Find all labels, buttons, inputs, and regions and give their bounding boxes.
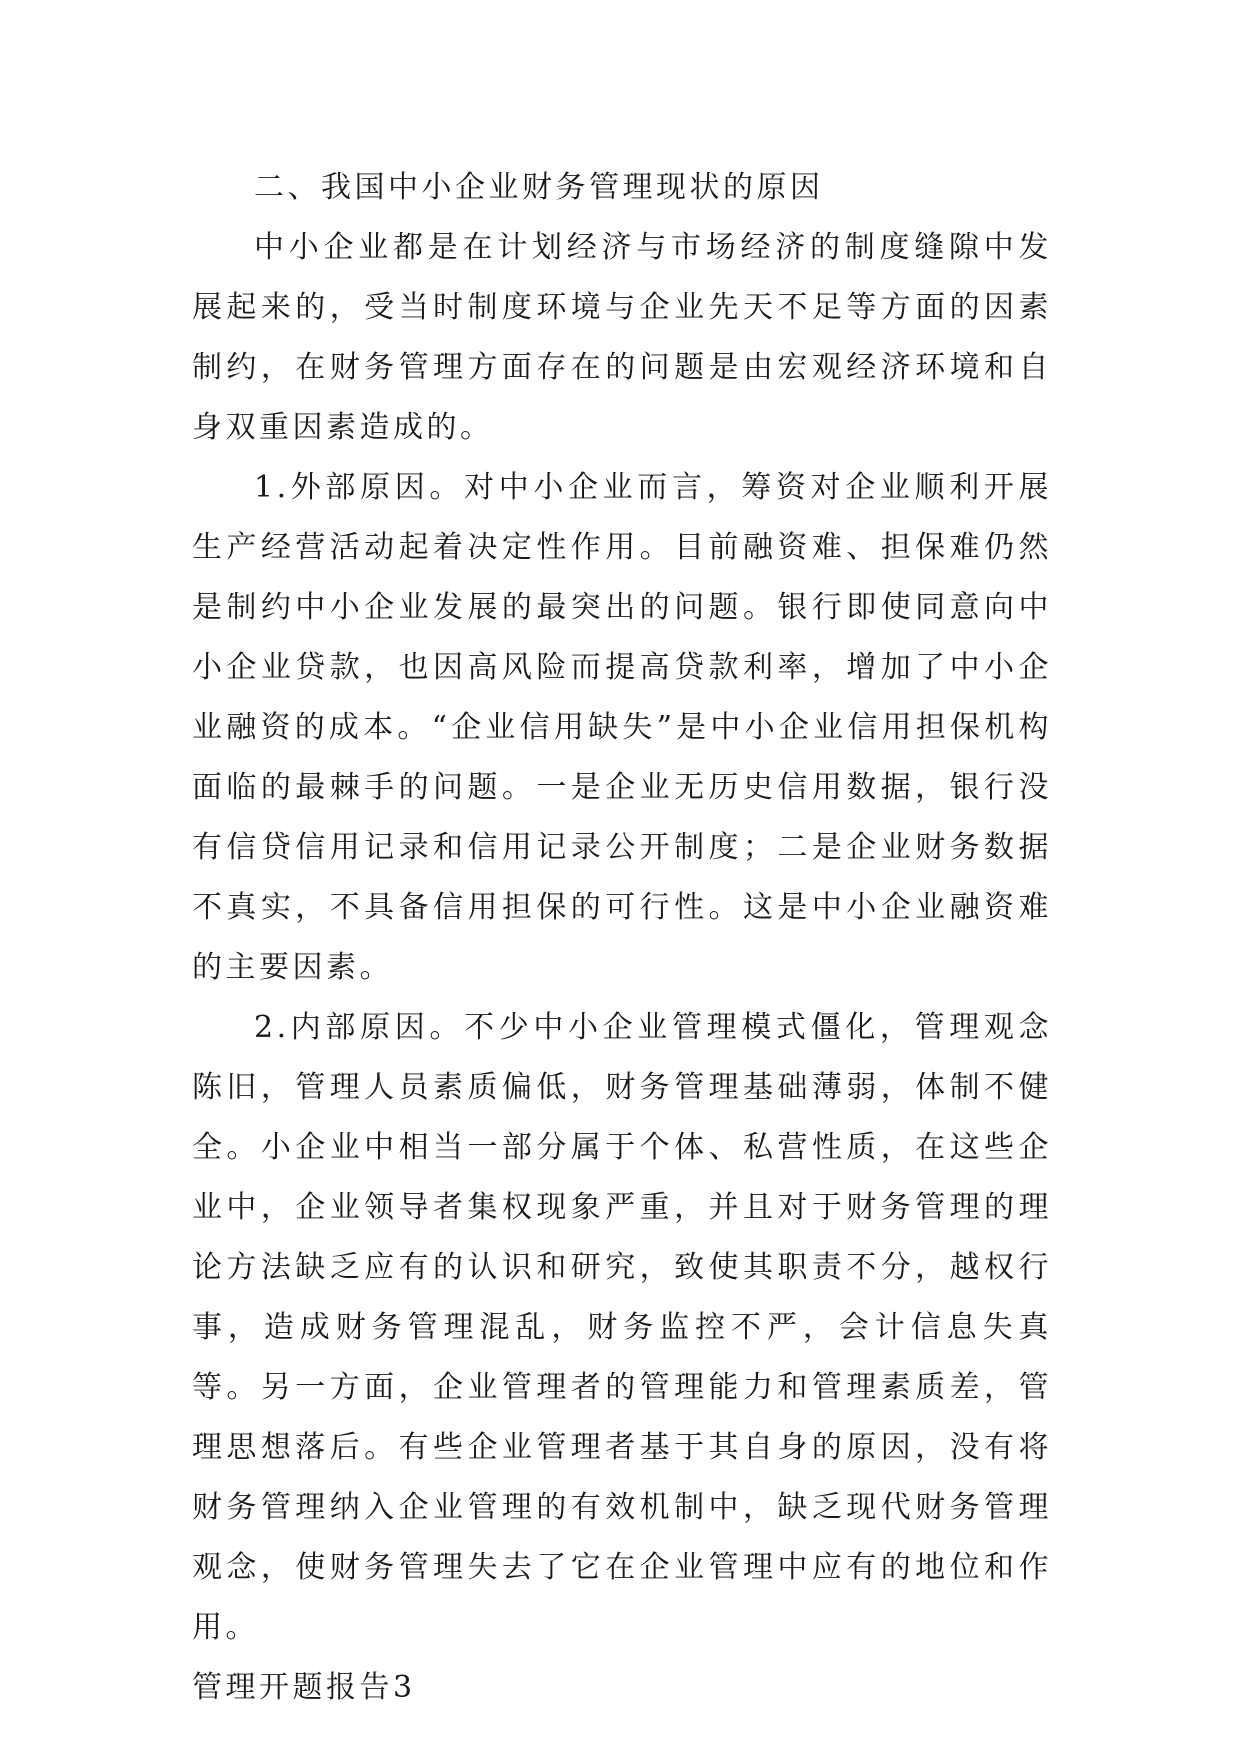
- paragraph-external-causes: 1.外部原因。对中小企业而言，筹资对企业顺利开展生产经营活动起着决定性作用。目前融资难、担保难仍然是制约中小企业发展的最突出的问题。银行即使同意向中小企业贷款，也因高风险而提高贷款利率，增加了中小企业融资的成本。“企业信用缺失”是中小企业信用担保机构面临的最棘手的问题。一是企业无历史信用数据，银行没有信贷信用记录和信用记录公开制度；二是企业财务数据不真实，不具备信用担保的可行性。这是中小企业融资难的主要因素。: [192, 470, 1052, 985]
- document-body: [192, 158, 1052, 1718]
- section-heading: 二、我国中小企业财务管理现状的原因: [254, 170, 824, 205]
- next-document-title: 管理开题报告3: [192, 1670, 416, 1705]
- paragraph-internal-causes: 2.内部原因。不少中小企业管理模式僵化，管理观念陈旧，管理人员素质偏低，财务管理基础薄弱，体制不健全。小企业中相当一部分属于个体、私营性质，在这些企业中，企业领导者集权现象严重，并且对于财务管理的理论方法缺乏应有的认识和研究，致使其职责不分，越权行事，造成财务管理混乱，财务监控不严，会计信息失真等。另一方面，企业管理者的管理能力和管理素质差，管理思想落后。有些企业管理者基于其自身的原因，没有将财务管理纳入企业管理的有效机制中，缺乏现代财务管理观念，使财务管理失去了它在企业管理中应有的地位和作用。: [192, 1010, 1052, 1645]
- paragraph-intro: 中小企业都是在计划经济与市场经济的制度缝隙中发展起来的，受当时制度环境与企业先天不足等方面的因素制约，在财务管理方面存在的问题是由宏观经济环境和自身双重因素造成的。: [192, 230, 1052, 445]
